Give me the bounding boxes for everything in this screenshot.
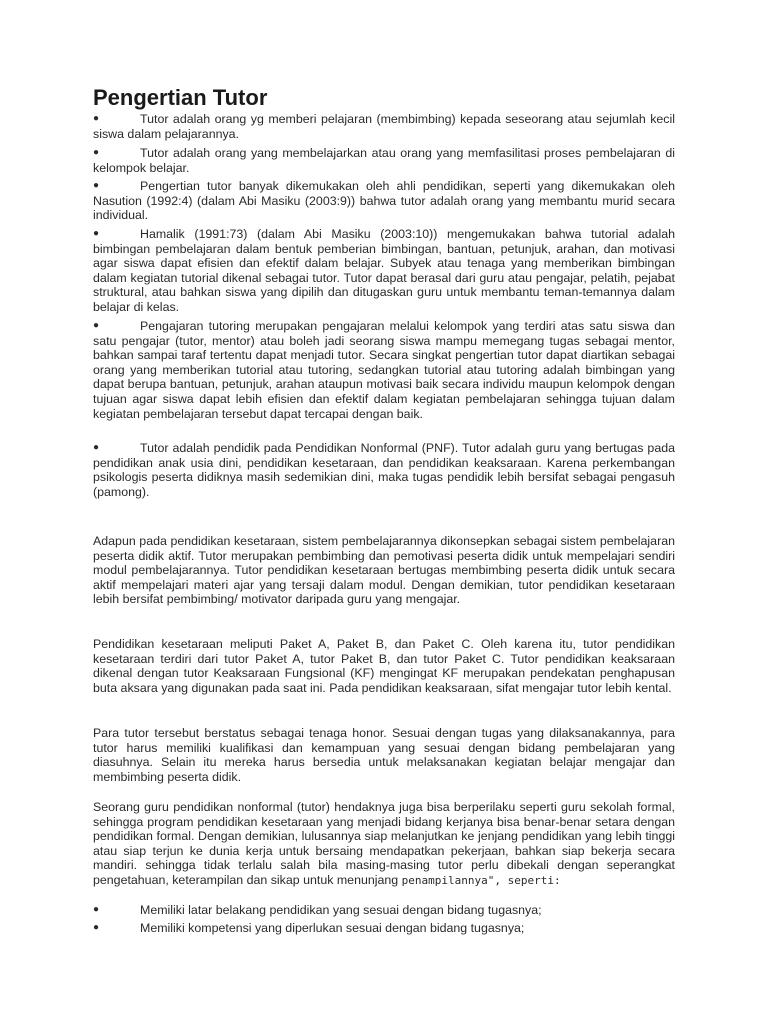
bullet-item bbox=[93, 227, 675, 315]
bullet-icon: ● bbox=[93, 442, 100, 453]
bullet-icon: ● bbox=[93, 904, 100, 915]
bullet-icon: ● bbox=[93, 113, 100, 124]
bullet-icon: ● bbox=[93, 180, 100, 191]
bullet-icon: ● bbox=[93, 320, 100, 331]
list-item-text: Memiliki kompetensi yang diperlukan sesuai dengan bidang tugasnya; bbox=[140, 921, 525, 935]
bullet-icon: ● bbox=[93, 147, 100, 158]
bullet-item bbox=[93, 112, 675, 141]
bullet-item bbox=[93, 441, 675, 499]
bullet-icon: ● bbox=[93, 922, 100, 933]
bullet-icon: ● bbox=[93, 228, 100, 239]
paragraph-text: Seorang guru pendidikan nonformal (tutor) hendaknya juga bisa berperilaku seperti guru sekolah formal, sehingga program pendidikan kesetaraan yang menjadi bidang kerjanya bisa benar-benar setara dengan pendidikan formal. Dengan demikian, lulusannya siap melanjutkan ke jenjang pendidikan yang lebih tinggi atau siap terjun ke dunia kerja untuk bersaing mendapatkan pekerjaan, bahkan siap bekerja secara mandiri. sehingga tidak terlalu salah bila masing-masing tutor perlu dibekali dengan seperangkat pengetahuan, keterampilan dan sikap untuk menunjang bbox=[93, 800, 675, 887]
page-title: Pengertian Tutor bbox=[93, 85, 268, 110]
list-item bbox=[93, 903, 675, 918]
bullet-text: Pengajaran tutoring merupakan pengajaran melalui kelompok yang terdiri atas satu siswa dan satu pengajar (tutor, mentor) atau boleh jadi seorang siswa mampu memegang tugas sebagai mentor, bahkan sampai taraf tertentu dapat menjadi tutor. Secara singkat pengertian tutor dapat diartikan sebagai orang yang memberikan tutorial atau tutoring, sedangkan tutorial atau tutoring adalah bimbingan yang dapat berupa bantuan, petunjuk, arahan ataupun motivasi baik secara individu maupun kelompok dengan tujuan agar siswa dapat lebih efisien dan efektif dalam kegiatan pembelajaran sehingga tujuan dalam kegiatan pembelajaran tersebut dapat tercapai dengan baik. bbox=[93, 319, 675, 421]
paragraph: Para tutor tersebut berstatus sebagai tenaga honor. Sesuai dengan tugas yang dilaksanakannya, para tutor harus memiliki kualifikasi dan kemampuan yang sesuai dengan bidang pembelajaran yang diasuhnya. Selain itu mereka harus bersedia untuk melaksanakan kegiatan belajar mengajar dan membimbing peserta didik. bbox=[93, 726, 675, 784]
paragraph-tail: penampilannya", seperti: bbox=[401, 873, 561, 887]
paragraph: Pendidikan kesetaraan meliputi Paket A, Paket B, dan Paket C. Oleh karena itu, tutor pendidikan kesetaraan terdiri dari tutor Paket A, tutor Paket B, dan tutor Paket C. Tutor pendidikan keaksaraan dikenal dengan tutor Keaksaraan Fungsional (KF) mengingat KF merupakan pendekatan penghapusan buta aksara yang digunakan pada saat ini. Pada pendidikan keaksaraan, sifat mengajar tutor lebih kental. bbox=[93, 637, 675, 695]
bullet-text: Tutor adalah pendidik pada Pendidikan Nonformal (PNF). Tutor adalah guru yang bertugas pada pendidikan anak usia dini, pendidikan kesetaraan, dan pendidikan keaksaraan. Karena perkembangan psikologis peserta didiknya masih sedemikian dini, maka tugas pendidik lebih bersifat sebagai pengasuh (pamong). bbox=[93, 441, 675, 499]
bullet-item bbox=[93, 146, 675, 175]
bullet-text: Tutor adalah orang yg memberi pelajaran (membimbing) kepada seseorang atau sejumlah kecil siswa dalam pelajarannya. bbox=[93, 112, 675, 141]
list-item-text: Memiliki latar belakang pendidikan yang sesuai dengan bidang tugasnya; bbox=[140, 903, 542, 917]
bullet-item bbox=[93, 319, 675, 421]
bullet-item bbox=[93, 179, 675, 223]
bullet-text: Pengertian tutor banyak dikemukakan oleh ahli pendidikan, seperti yang dikemukakan oleh Nasution (1992:4) (dalam Abi Masiku (2003:9)) bahwa tutor adalah orang yang membantu murid secara individual. bbox=[93, 179, 675, 223]
paragraph: Adapun pada pendidikan kesetaraan, sistem pembelajarannya dikonsepkan sebagai sistem pembelajaran peserta didik aktif. Tutor merupakan pembimbing dan pemotivasi peserta didik untuk mempelajari sendiri modul pembelajarannya. Tutor pendidikan kesetaraan bertugas membimbing peserta didik untuk secara aktif mempelajari materi ajar yang tersaji dalam modul. Dengan demikian, tutor pendidikan kesetaraan lebih bersifat pembimbing/ motivator daripada guru yang mengajar. bbox=[93, 534, 675, 607]
bullet-text: Tutor adalah orang yang membelajarkan atau orang yang memfasilitasi proses pembelajaran di kelompok belajar. bbox=[93, 146, 675, 175]
bullet-text: Hamalik (1991:73) (dalam Abi Masiku (2003:10)) mengemukakan bahwa tutorial adalah bimbingan pembelajaran dalam bentuk pemberian bimbingan, bantuan, petunjuk, arahan, dan motivasi agar siswa dapat efisien dan efektif dalam belajar. Subyek atau tenaga yang memberikan bimbingan dalam kegiatan tutorial dikenal sebagai tutor. Tutor dapat berasal dari guru atau pengajar, pelatih, pejabat struktural, atau bahkan siswa yang dipilih dan ditugaskan guru untuk membantu teman-temannya dalam belajar di kelas. bbox=[93, 227, 675, 314]
paragraph bbox=[93, 800, 675, 889]
list-item bbox=[93, 921, 675, 936]
